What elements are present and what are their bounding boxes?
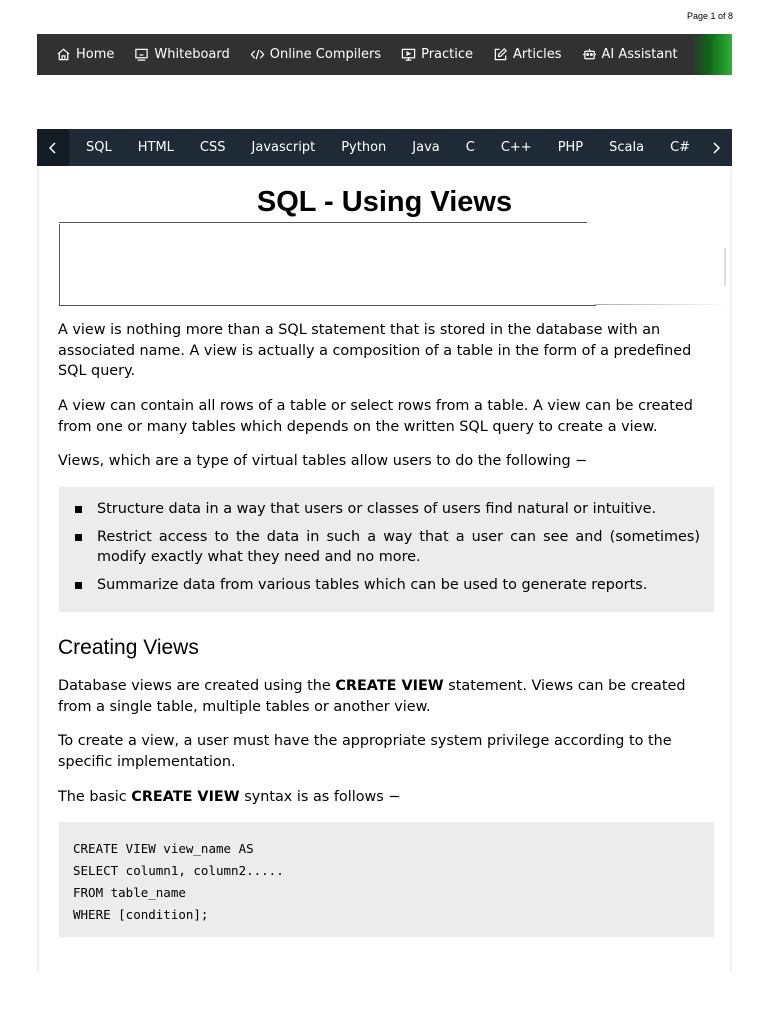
- section-heading: Creating Views: [58, 636, 199, 659]
- ad-edge-marker: [724, 248, 726, 286]
- category-html[interactable]: HTML: [137, 140, 174, 155]
- category-csharp[interactable]: C#: [670, 140, 691, 155]
- category-css[interactable]: CSS: [199, 140, 226, 155]
- bullet-marker: [75, 534, 82, 541]
- ad-placeholder: [59, 224, 596, 306]
- bullet-marker: [75, 582, 82, 589]
- intro-paragraph-1: A view is nothing more than a SQL statement that is stored in the database with an associated name. A view is actually a composition of a table in the form of a predefined SQL query.: [58, 322, 692, 379]
- category-scala[interactable]: Scala: [609, 140, 645, 155]
- code-line: WHERE [condition];: [73, 907, 209, 922]
- robot-icon: [582, 47, 597, 62]
- home-icon: [56, 47, 71, 62]
- page-indicator: Page 1 of 8: [686, 11, 733, 21]
- category-java[interactable]: Java: [412, 140, 440, 155]
- edit-icon: [493, 47, 508, 62]
- create-view-keyword: CREATE VIEW: [131, 789, 240, 805]
- category-php[interactable]: PHP: [557, 140, 584, 155]
- code-line: CREATE VIEW view_name AS: [73, 841, 254, 856]
- bullet-marker: [75, 506, 82, 513]
- create-p1-text-end: statement. Views can be created from a single table, multiple tables or another view.: [58, 678, 686, 715]
- create-p1-text: Database views are created using the: [58, 678, 336, 694]
- intro-paragraph-3: Views, which are a type of virtual tables allow users to do the following −: [58, 453, 588, 469]
- category-next-button[interactable]: [700, 129, 732, 166]
- nav-ai-assistant-label: AI Assistant: [601, 47, 678, 62]
- create-paragraph-2: To create a view, a user must have the appropriate system privilege according to the specific implementation.: [58, 733, 672, 770]
- list-item: [97, 575, 700, 596]
- list-item-text: Summarize data from various tables which can be used to generate reports.: [97, 576, 648, 593]
- category-cpp[interactable]: C++: [500, 140, 532, 155]
- nav-ai-assistant-link[interactable]: [582, 47, 678, 62]
- views-benefits-list: [59, 487, 714, 612]
- code-icon: [250, 47, 265, 62]
- create-p3-text-end: syntax is as follows −: [239, 789, 401, 805]
- article-content: [37, 166, 732, 972]
- code-line: SELECT column1, column2.....: [73, 863, 284, 878]
- nav-practice-link[interactable]: [401, 47, 473, 62]
- create-paragraph-3: [58, 787, 714, 808]
- nav-whiteboard-link[interactable]: [134, 47, 229, 62]
- list-item-text: Restrict access to the data in such a way that a user can see and (sometimes) modify exactly what they need and no more.: [97, 528, 700, 565]
- nav-home-link[interactable]: [56, 47, 114, 62]
- nav-fade-overlay: [692, 34, 732, 75]
- category-javascript[interactable]: Javascript: [251, 140, 316, 155]
- nav-articles-label: Articles: [513, 47, 562, 62]
- list-item: [97, 527, 700, 568]
- page-title: SQL - Using Views: [256, 186, 513, 218]
- intro-paragraph-2: A view can contain all rows of a table or select rows from a table. A view can be created from one or many tables which depends on the written SQL query to create a view.: [58, 398, 693, 435]
- ad-placeholder-rule: [595, 304, 730, 305]
- nav-home-label: Home: [76, 47, 115, 62]
- code-line: FROM table_name: [73, 885, 186, 900]
- create-view-keyword: CREATE VIEW: [335, 678, 444, 694]
- nav-whiteboard-label: Whiteboard: [154, 47, 230, 62]
- category-sql[interactable]: SQL: [86, 140, 112, 155]
- create-paragraph-1: [58, 676, 714, 717]
- title-divider: [59, 222, 587, 223]
- chevron-left-icon: [48, 142, 58, 154]
- category-c[interactable]: C: [465, 140, 475, 155]
- whiteboard-icon: [134, 47, 149, 62]
- category-prev-button[interactable]: [37, 129, 69, 166]
- category-python[interactable]: Python: [341, 140, 387, 155]
- create-p3-text: The basic: [58, 789, 132, 805]
- nav-practice-label: Practice: [421, 47, 474, 62]
- nav-online-compilers-label: Online Compilers: [269, 47, 382, 62]
- chevron-right-icon: [711, 142, 721, 154]
- top-navigation-bar: [37, 34, 732, 75]
- list-item-text: Structure data in a way that users or classes of users find natural or intuitive.: [97, 501, 657, 517]
- code-block[interactable]: [59, 822, 714, 937]
- nav-articles-link[interactable]: [493, 47, 561, 62]
- nav-online-compilers-link[interactable]: [250, 47, 381, 62]
- monitor-icon: [401, 47, 416, 62]
- category-navigation-bar: [37, 129, 732, 166]
- list-item: [97, 499, 700, 520]
